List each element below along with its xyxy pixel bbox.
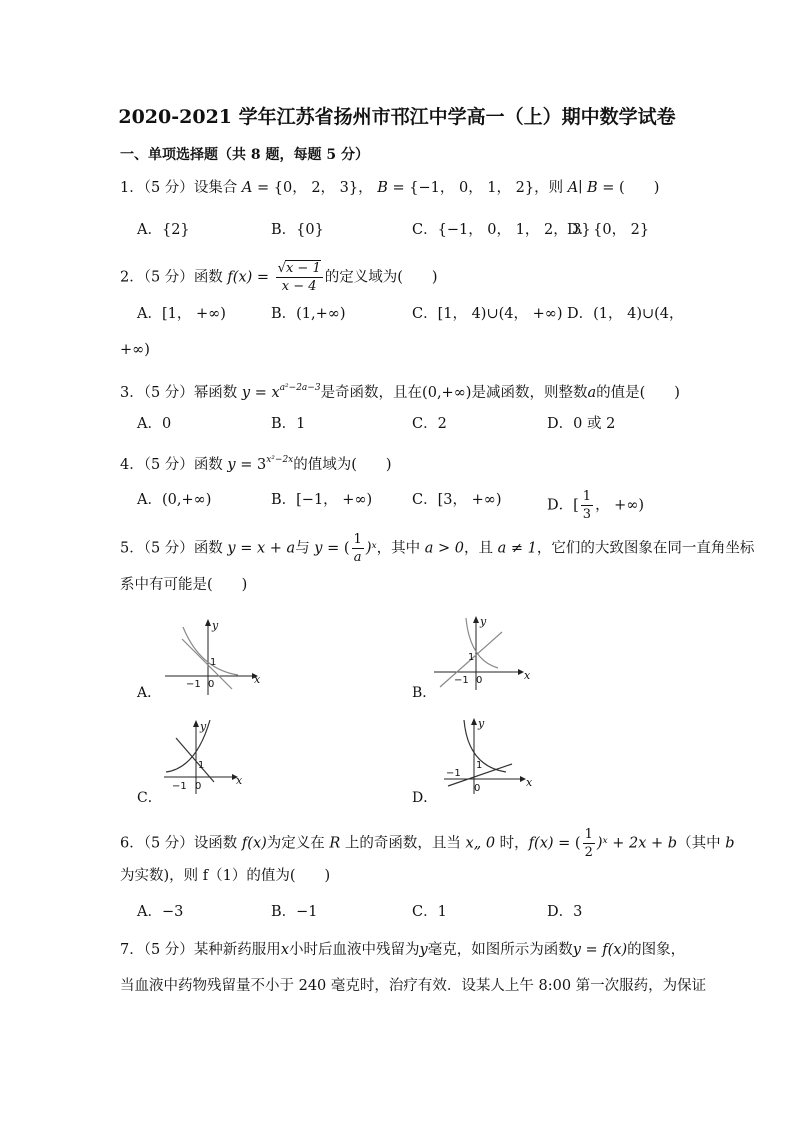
q1-A2: A — [567, 180, 579, 196]
q6-option-d[interactable]: D．3 — [547, 904, 583, 920]
q5-fraction — [352, 533, 364, 564]
graph-c-x-label: x — [236, 774, 243, 787]
q5-option-d-label[interactable]: D． — [412, 790, 438, 806]
q4-option-b[interactable]: B．[−1， +∞) — [271, 492, 373, 508]
graph-d-y-arrow — [471, 718, 477, 725]
q6-expr: )ˣ + 2x + b — [596, 835, 678, 852]
q4-tail: 的值域为( ) — [293, 457, 392, 473]
q2-option-a[interactable]: A．[1， +∞) — [137, 306, 226, 322]
q6-frac-den: 2 — [584, 845, 593, 860]
q2-option-d[interactable]: D．(1， 4)∪(4， — [567, 306, 684, 322]
q1-number: 1．（5 分） — [120, 180, 194, 196]
q2-option-b[interactable]: B．(1,+∞) — [271, 306, 346, 322]
q2-number: 2．（5 分） — [120, 269, 194, 286]
q3-exponent: a²−2a−3 — [279, 383, 321, 393]
q7-line-2: 当血液中药物残留量不小于 240 毫克时，治疗有效．设某人上午 8:00 第一次服药，为保证 — [120, 978, 707, 994]
graph-c-y-arrow — [193, 720, 199, 727]
q3-option-a[interactable]: A．0 — [137, 416, 172, 432]
q1-B2: B — [587, 180, 598, 196]
q5-expr2: )ˣ — [365, 540, 377, 557]
q1-cap: ∣ — [578, 180, 588, 196]
graph-a-y-arrow — [205, 619, 211, 626]
q2-tail: 的定义域为( ) — [324, 269, 438, 286]
q4-y: y — [227, 457, 236, 473]
graph-c-one-label: 1 — [198, 760, 205, 771]
graph-b-zero-label: 0 — [476, 675, 483, 686]
q3-y: y — [241, 385, 251, 401]
q5-number: 5．（5 分） — [120, 540, 194, 557]
q7-y: y — [419, 942, 428, 958]
q3-tail: 的值是( ) — [596, 385, 680, 401]
q5-option-b-label[interactable]: B． — [412, 685, 437, 701]
graph-c-zero-label: 0 — [195, 781, 202, 792]
graph-c-y-label: y — [200, 720, 207, 733]
q7-x: x — [280, 942, 289, 958]
graph-d-exp-curve — [464, 720, 506, 772]
exam-title: 2020-2021 学年江苏省扬州市邗江中学高一（上）期中数学试卷 — [118, 106, 676, 128]
q4-option-d[interactable] — [547, 490, 644, 521]
section-heading: 一、单项选择题（共 8 题，每题 5 分） — [120, 147, 369, 163]
question-4 — [120, 450, 392, 475]
q3-text: 幂函数 — [193, 385, 242, 401]
q4-option-d-fraction — [581, 490, 593, 521]
q5-expr1: = x + a — [235, 540, 296, 557]
q4-text: 函数 — [193, 457, 228, 473]
q5-graph-a[interactable] — [160, 617, 270, 697]
q5-text: 函数 — [193, 540, 228, 557]
q5-graph-c[interactable] — [162, 714, 247, 799]
q6-fx2: f(x) — [528, 835, 554, 852]
q3-a: a — [587, 385, 597, 401]
q5-graph-b[interactable] — [432, 612, 542, 697]
q5-frac-num: 1 — [353, 532, 362, 547]
graph-d-zero-label: 0 — [474, 783, 481, 794]
q7-text-b: 小时后血液中残留为 — [289, 942, 420, 958]
graph-d-x-label: x — [526, 776, 533, 789]
question-6 — [120, 828, 734, 859]
q6-option-b[interactable]: B．−1 — [271, 904, 318, 920]
q6-text-b: 为定义在 — [266, 835, 330, 852]
q4-exponent: x²−2x — [266, 455, 294, 465]
q3-text-b: 是奇函数，且在(0,+∞)是减函数，则整数 — [320, 385, 588, 401]
q6-text-c: 上的奇函数，且当 — [340, 835, 466, 852]
q7-text: 某种新药服用 — [193, 942, 281, 958]
graph-d-neg-one-label: −1 — [446, 768, 461, 779]
q5-cond1: a > 0 — [424, 540, 464, 557]
q6-frac-num: 1 — [584, 827, 593, 842]
q5-cond2: a ≠ 1 — [497, 540, 537, 557]
graph-a-zero-label: 0 — [208, 679, 215, 690]
q6-text-e: （其中 — [677, 835, 726, 852]
question-5 — [120, 533, 754, 564]
q7-text-d: 的图象， — [627, 942, 686, 958]
q6-option-a[interactable]: A．−3 — [137, 904, 184, 920]
q4-option-d-post: ， +∞) — [595, 497, 645, 514]
q4-option-d-pre: D．[ — [547, 497, 579, 514]
graph-b-x-label: x — [524, 669, 531, 682]
q2-option-d-wrap: +∞) — [120, 342, 150, 358]
question-3 — [120, 378, 680, 403]
q6-b: b — [725, 835, 735, 852]
q6-cond: x„ 0 — [465, 835, 496, 852]
q6-fraction — [583, 828, 595, 859]
q4-option-a[interactable]: A．(0,+∞) — [137, 492, 212, 508]
graph-a-neg-one-label: −1 — [186, 679, 201, 690]
q3-option-b[interactable]: B．1 — [271, 416, 306, 432]
question-1 — [120, 178, 659, 198]
q4-number: 4．（5 分） — [120, 457, 194, 473]
q2-denominator: x − 4 — [281, 279, 317, 294]
q6-R: R — [329, 835, 341, 852]
q1-set-a-def: = {0， 2， 3}， — [252, 180, 378, 196]
q7-number: 7．（5 分） — [120, 942, 194, 958]
q5-option-a-label[interactable]: A． — [137, 685, 162, 701]
q4-option-d-num: 1 — [582, 489, 592, 504]
q5-y1: y — [227, 540, 236, 557]
question-7 — [120, 940, 685, 960]
q3-option-c[interactable]: C．2 — [412, 416, 447, 432]
q7-text-c: 毫克，如图所示为函数 — [427, 942, 573, 958]
q1-tail: = ( ) — [597, 180, 660, 196]
graph-a-y-label: y — [212, 619, 219, 632]
q2-sqrt-sign: √ — [277, 261, 286, 276]
graph-b-one-label: 1 — [468, 652, 475, 663]
graph-b-neg-one-label: −1 — [454, 675, 469, 686]
q5-text-c: ，其中 — [376, 540, 425, 557]
q5-option-c-label[interactable]: C． — [137, 790, 162, 806]
q5-frac-den: a — [353, 550, 362, 565]
q4-eq: = 3 — [235, 457, 267, 473]
q6-line-2: 为实数)，则 f（1）的值为( ) — [120, 868, 331, 884]
q6-option-c[interactable]: C．1 — [412, 904, 447, 920]
graph-b-y-label: y — [480, 615, 487, 628]
q6-eq: = ( — [553, 835, 581, 852]
q1-set-b-def: = {−1， 0， 1， 2}，则 — [387, 180, 568, 196]
question-2 — [120, 262, 438, 293]
q7-expr: y = f(x) — [572, 942, 628, 958]
graph-c-neg-one-label: −1 — [172, 781, 187, 792]
graph-a-x-label: x — [254, 673, 261, 686]
graph-d-one-label: 1 — [476, 760, 483, 771]
q4-option-d-den: 3 — [582, 507, 592, 522]
q2-text: 函数 — [193, 269, 228, 286]
q5-y2: y — [314, 540, 323, 557]
q2-numerator: x − 1 — [285, 261, 321, 276]
q2-fx: f(x) — [227, 269, 253, 286]
graph-a-one-label: 1 — [210, 657, 217, 668]
q5-eq: = ( — [322, 540, 350, 557]
q6-number: 6．（5 分） — [120, 835, 194, 852]
q4-option-c[interactable]: C．[3， +∞) — [412, 492, 502, 508]
q3-eq: = — [250, 385, 272, 401]
q5-graph-d[interactable] — [442, 714, 537, 799]
graph-b-y-arrow — [473, 616, 479, 623]
graph-d-y-label: y — [478, 717, 485, 730]
q5-text-d: ，且 — [463, 540, 498, 557]
q3-number: 3．（5 分） — [120, 385, 194, 401]
q1-set-A: A — [241, 180, 253, 196]
q5-text-e: ，它们的大致图象在同一直角坐标 — [536, 540, 755, 557]
q3-x: x — [271, 385, 280, 401]
q2-eq: = — [252, 269, 274, 286]
q1-option-d[interactable]: D．{0， 2} — [567, 222, 650, 238]
q1-option-a[interactable]: A．{2} — [137, 222, 190, 238]
q2-fraction — [276, 262, 323, 293]
q6-text-d: 时， — [495, 835, 529, 852]
q6-fx: f(x) — [241, 835, 267, 852]
q2-option-c[interactable]: C．[1， 4)∪(4， +∞) — [412, 306, 563, 322]
q6-text: 设函数 — [193, 835, 242, 852]
q5-line-2: 系中有可能是( ) — [120, 577, 248, 593]
q3-option-d[interactable]: D．0 或 2 — [547, 416, 616, 432]
q1-text: 设集合 — [193, 180, 242, 196]
q1-option-b[interactable]: B．{0} — [271, 222, 324, 238]
q1-option-c[interactable]: C．{−1， 0， 1， 2， 3} — [412, 222, 591, 238]
q1-set-B: B — [377, 180, 388, 196]
q5-text-b: 与 — [295, 540, 315, 557]
graph-c-line — [176, 738, 214, 782]
